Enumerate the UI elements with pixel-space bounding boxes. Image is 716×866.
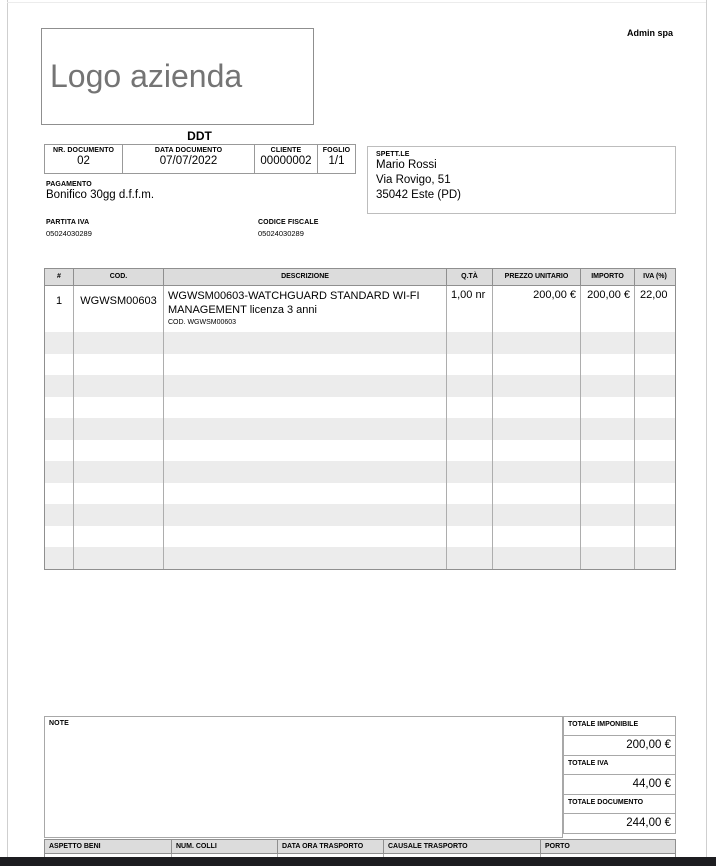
header-data-ora-trasporto: DATA ORA TRASPORTO [278, 840, 384, 853]
item-quantity: 1,00 nr [447, 286, 493, 332]
fiscal-code-block [258, 219, 319, 238]
recipient-box [367, 146, 676, 214]
doc-info-cell-data-documento: DATA DOCUMENTO 07/07/2022 [123, 145, 255, 173]
vat-number-value: 05024030289 [46, 229, 92, 238]
item-unit-price: 200,00 € [493, 286, 581, 332]
header-porto: PORTO [545, 843, 570, 850]
bottom-bar [0, 857, 716, 866]
total-iva-value: 44,00 € [563, 774, 676, 795]
company-name: Admin spa [626, 28, 673, 38]
header-num-colli: NUM. COLLI [172, 840, 278, 853]
empty-table-row [45, 483, 675, 505]
empty-table-row [45, 375, 675, 397]
payment-value: Bonifico 30gg d.f.f.m. [46, 189, 155, 201]
empty-table-row [45, 526, 675, 548]
recipient-street: Via Rovigo, 51 [376, 174, 451, 186]
empty-table-row [45, 418, 675, 440]
header-cod: COD. [74, 269, 164, 285]
payment-label: PAGAMENTO [46, 181, 92, 188]
empty-table-row [45, 461, 675, 483]
total-imponibile-label: TOTALE IMPONIBILE [563, 716, 676, 736]
header-importo: IMPORTO [581, 269, 635, 285]
item-description [164, 286, 447, 332]
empty-rows [45, 332, 675, 569]
total-iva-label: TOTALE IVA [563, 755, 676, 775]
doc-info-cell-cliente: CLIENTE 00000002 [255, 145, 318, 173]
empty-table-row [45, 504, 675, 526]
doc-info-cell-nr-documento: NR. DOCUMENTO 02 [45, 145, 123, 173]
item-row [45, 286, 675, 332]
header-prezzo-unitario: PREZZO UNITARIO [493, 269, 581, 285]
page-right-edge [706, 0, 707, 866]
total-documento-value: 244,00 € [563, 813, 676, 834]
transport-header-row [45, 840, 675, 854]
doc-info-cell-foglio: FOGLIO 1/1 [322, 147, 351, 167]
header-iva: IVA (%) [643, 273, 667, 280]
page-top-edge [7, 2, 706, 3]
vat-number-label: PARTITA IVA [46, 219, 90, 226]
fiscal-code-label: CODICE FISCALE [258, 219, 319, 226]
header-causale-trasporto: CAUSALE TRASPORTO [384, 840, 541, 853]
empty-table-row [45, 547, 675, 569]
item-num: 1 [45, 286, 74, 332]
vat-number-block [46, 219, 92, 238]
item-code: WGWSM00603 [74, 286, 164, 332]
items-table-header-row [45, 269, 675, 286]
total-documento-label: TOTALE DOCUMENTO [563, 794, 676, 814]
total-imponibile-value: 200,00 € [563, 735, 676, 756]
empty-table-row [45, 354, 675, 376]
header-num: # [45, 269, 74, 285]
item-vat: 22,00 [640, 289, 668, 301]
header-aspetto-beni: ASPETTO BENI [45, 840, 172, 853]
header-descrizione: DESCRIZIONE [164, 269, 447, 285]
item-description-code: COD. WGWSM00603 [168, 319, 237, 326]
document-type-title: DDT [187, 129, 212, 143]
notes-label: NOTE [49, 720, 69, 727]
empty-table-row [45, 440, 675, 462]
company-logo-box [41, 28, 314, 125]
page-left-edge [7, 0, 8, 866]
recipient-city: 35042 Este (PD) [376, 189, 462, 201]
notes-box [44, 716, 563, 838]
recipient-name: Mario Rossi [376, 159, 437, 171]
header-qta: Q.TÀ [447, 269, 493, 285]
document-info-table [44, 144, 356, 174]
empty-table-row [45, 332, 675, 354]
items-table [44, 268, 676, 570]
empty-table-row [45, 397, 675, 419]
item-description-text: WGWSM00603-WATCHGUARD STANDARD WI-FI MANAGEMENT licenza 3 anni [168, 290, 420, 316]
payment-block [46, 181, 154, 201]
fiscal-code-value: 05024030289 [258, 229, 304, 238]
logo-placeholder-text: Logo azienda [50, 58, 243, 94]
recipient-label: SPETT.LE [376, 151, 410, 158]
item-amount: 200,00 € [581, 286, 635, 332]
totals-panel [563, 716, 676, 834]
